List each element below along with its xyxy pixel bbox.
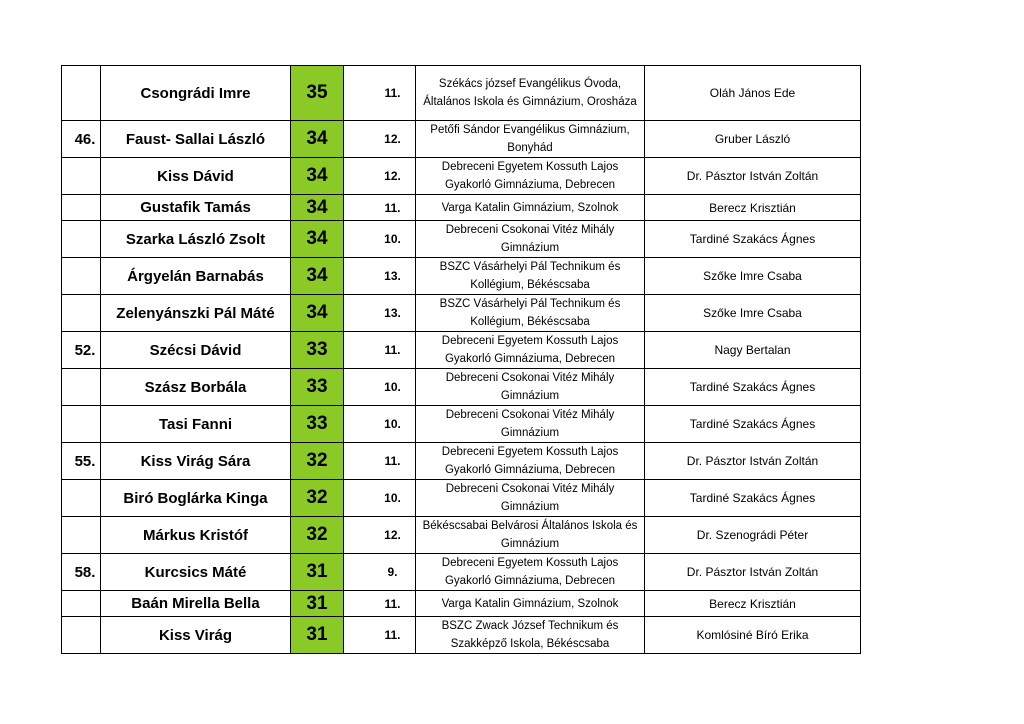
grade-cell: 10.	[344, 369, 416, 406]
school-line: Gyakorló Gimnáziuma, Debrecen	[444, 179, 615, 191]
school-line: Gimnázium	[500, 538, 560, 550]
school-line: Petőfi Sándor Evangélikus Gimnázium,	[430, 124, 630, 136]
teacher-name: Dr. Szenográdi Péter	[645, 517, 861, 554]
school-cell	[416, 295, 645, 332]
student-name: Márkus Kristóf	[101, 517, 291, 554]
school-cell	[416, 591, 645, 617]
student-name: Árgyelán Barnabás	[101, 258, 291, 295]
rank-cell	[62, 295, 101, 332]
rank-cell	[62, 369, 101, 406]
school-line: Debreceni Csokonai Vitéz Mihály	[445, 372, 615, 384]
grade-cell: 12.	[344, 158, 416, 195]
student-name: Biró Boglárka Kinga	[101, 480, 291, 517]
school-line: Gimnázium	[500, 427, 560, 439]
school-line: Kollégium, Békéscsaba	[470, 279, 590, 291]
teacher-name: Dr. Pásztor István Zoltán	[645, 158, 861, 195]
table-row	[62, 121, 861, 158]
table-row	[62, 332, 861, 369]
results-body	[62, 66, 861, 654]
school-cell	[416, 221, 645, 258]
table-row	[62, 369, 861, 406]
student-name: Kiss Virág	[101, 617, 291, 654]
school-line: Varga Katalin Gimnázium, Szolnok	[441, 201, 619, 214]
teacher-name: Dr. Pásztor István Zoltán	[645, 443, 861, 480]
table-row	[62, 195, 861, 221]
school-line: Békéscsabai Belvárosi Általános Iskola és	[422, 520, 638, 532]
table-row	[62, 295, 861, 332]
school-line: Debreceni Csokonai Vitéz Mihály	[445, 483, 615, 495]
rank-cell	[62, 66, 101, 121]
grade-cell: 11.	[344, 591, 416, 617]
table-row	[62, 443, 861, 480]
rank-cell: 52.	[62, 332, 101, 369]
school-line: Gyakorló Gimnáziuma, Debrecen	[444, 464, 615, 476]
score-cell: 32	[291, 443, 344, 480]
teacher-name: Szőke Imre Csaba	[645, 295, 861, 332]
student-name: Kiss Virág Sára	[101, 443, 291, 480]
school-line: Debreceni Egyetem Kossuth Lajos	[441, 557, 619, 569]
student-name: Csongrádi Imre	[101, 66, 291, 121]
student-name: Baán Mirella Bella	[101, 591, 291, 617]
score-cell: 31	[291, 554, 344, 591]
rank-cell	[62, 221, 101, 258]
school-line: Debreceni Csokonai Vitéz Mihály	[445, 409, 615, 421]
school-line: Kollégium, Békéscsaba	[470, 316, 590, 328]
teacher-name: Gruber László	[645, 121, 861, 158]
school-cell	[416, 258, 645, 295]
grade-cell: 13.	[344, 295, 416, 332]
school-cell	[416, 158, 645, 195]
table-row	[62, 258, 861, 295]
school-line: Debreceni Egyetem Kossuth Lajos	[441, 161, 619, 173]
school-cell	[416, 443, 645, 480]
rank-cell	[62, 258, 101, 295]
grade-cell: 11.	[344, 66, 416, 121]
grade-cell: 13.	[344, 258, 416, 295]
teacher-name: Szőke Imre Csaba	[645, 258, 861, 295]
school-line: Gimnázium	[500, 501, 560, 513]
table-row	[62, 554, 861, 591]
grade-cell: 10.	[344, 480, 416, 517]
rank-cell: 46.	[62, 121, 101, 158]
student-name: Zelenyánszki Pál Máté	[101, 295, 291, 332]
grade-cell: 12.	[344, 121, 416, 158]
table-row	[62, 517, 861, 554]
school-line: Gimnázium	[500, 242, 560, 254]
rank-cell	[62, 195, 101, 221]
student-name: Szász Borbála	[101, 369, 291, 406]
score-cell: 34	[291, 258, 344, 295]
student-name: Szécsi Dávid	[101, 332, 291, 369]
teacher-name: Tardiné Szakács Ágnes	[645, 221, 861, 258]
school-line: Szakképző Iskola, Békéscsaba	[450, 638, 610, 650]
student-name: Gustafik Tamás	[101, 195, 291, 221]
teacher-name: Tardiné Szakács Ágnes	[645, 480, 861, 517]
rank-cell: 58.	[62, 554, 101, 591]
student-name: Faust- Sallai László	[101, 121, 291, 158]
table-row	[62, 591, 861, 617]
rank-cell	[62, 617, 101, 654]
school-cell	[416, 195, 645, 221]
school-cell	[416, 66, 645, 121]
table-row	[62, 406, 861, 443]
school-line: BSZC Vásárhelyi Pál Technikum és	[439, 298, 621, 310]
table-row	[62, 66, 861, 121]
rank-cell	[62, 158, 101, 195]
table-row	[62, 221, 861, 258]
grade-cell: 11.	[344, 443, 416, 480]
school-line: Székács józsef Evangélikus Óvoda,	[438, 78, 622, 90]
table-row	[62, 158, 861, 195]
score-cell: 33	[291, 369, 344, 406]
score-cell: 33	[291, 332, 344, 369]
teacher-name: Tardiné Szakács Ágnes	[645, 369, 861, 406]
school-line: Gimnázium	[500, 390, 560, 402]
teacher-name: Oláh János Ede	[645, 66, 861, 121]
grade-cell: 9.	[344, 554, 416, 591]
score-cell: 34	[291, 121, 344, 158]
school-cell	[416, 121, 645, 158]
grade-cell: 11.	[344, 332, 416, 369]
teacher-name: Tardiné Szakács Ágnes	[645, 406, 861, 443]
school-line: Debreceni Egyetem Kossuth Lajos	[441, 446, 619, 458]
table-row	[62, 617, 861, 654]
student-name: Tasi Fanni	[101, 406, 291, 443]
school-cell	[416, 617, 645, 654]
rank-cell: 55.	[62, 443, 101, 480]
school-line: Debreceni Csokonai Vitéz Mihály	[445, 224, 615, 236]
score-cell: 34	[291, 295, 344, 332]
score-cell: 31	[291, 617, 344, 654]
score-cell: 32	[291, 480, 344, 517]
teacher-name: Dr. Pásztor István Zoltán	[645, 554, 861, 591]
rank-cell	[62, 406, 101, 443]
score-cell: 31	[291, 591, 344, 617]
rank-cell	[62, 517, 101, 554]
grade-cell: 11.	[344, 617, 416, 654]
score-cell: 34	[291, 221, 344, 258]
rank-cell	[62, 591, 101, 617]
school-line: BSZC Vásárhelyi Pál Technikum és	[439, 261, 621, 273]
school-cell	[416, 517, 645, 554]
school-cell	[416, 480, 645, 517]
school-line: Debreceni Egyetem Kossuth Lajos	[441, 335, 619, 347]
grade-cell: 11.	[344, 195, 416, 221]
student-name: Kiss Dávid	[101, 158, 291, 195]
teacher-name: Berecz Krisztián	[645, 195, 861, 221]
teacher-name: Komlósiné Bíró Erika	[645, 617, 861, 654]
rank-cell	[62, 480, 101, 517]
school-line: Általános Iskola és Gimnázium, Orosháza	[423, 96, 637, 108]
student-name: Kurcsics Máté	[101, 554, 291, 591]
table-row	[62, 480, 861, 517]
school-cell	[416, 554, 645, 591]
school-line: Gyakorló Gimnáziuma, Debrecen	[444, 575, 615, 587]
score-cell: 32	[291, 517, 344, 554]
school-line: Gyakorló Gimnáziuma, Debrecen	[444, 353, 615, 365]
teacher-name: Berecz Krisztián	[645, 591, 861, 617]
school-line: Bonyhád	[507, 142, 553, 154]
student-name: Szarka László Zsolt	[101, 221, 291, 258]
score-cell: 35	[291, 66, 344, 121]
school-cell	[416, 369, 645, 406]
school-cell	[416, 406, 645, 443]
grade-cell: 10.	[344, 221, 416, 258]
score-cell: 34	[291, 195, 344, 221]
school-line: BSZC Zwack József Technikum és	[441, 620, 619, 632]
grade-cell: 10.	[344, 406, 416, 443]
school-cell	[416, 332, 645, 369]
score-cell: 33	[291, 406, 344, 443]
score-cell: 34	[291, 158, 344, 195]
grade-cell: 12.	[344, 517, 416, 554]
teacher-name: Nagy Bertalan	[645, 332, 861, 369]
school-line: Varga Katalin Gimnázium, Szolnok	[441, 597, 619, 610]
results-table	[61, 65, 861, 654]
